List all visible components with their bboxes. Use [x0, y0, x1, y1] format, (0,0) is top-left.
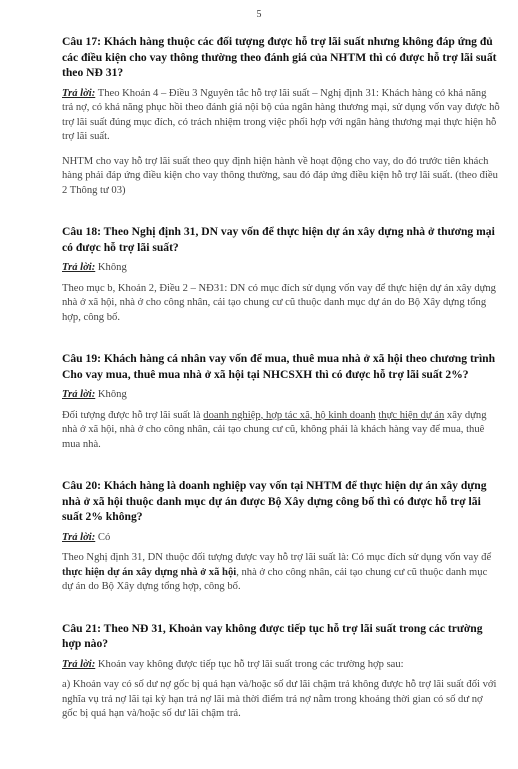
answer-17-text-1: Theo Khoản 4 – Điều 3 Nguyên tắc hỗ trợ lãi suất – Nghị định 31: Khách hàng có khả năng trả nợ, có khả năng phục hồi theo đánh giá nội bộ của ngân hàng thương mại, sử dụng vốn vay được hỗ trợ lãi suất đúng mục đích, có trách nhiệm trong việc phối hợp với ngân hàng thương mại thực hiện hỗ trợ lãi suất.	[62, 87, 500, 142]
answer-19-short-text: Không	[95, 389, 127, 400]
question-19: Câu 19: Khách hàng cá nhân vay vốn để mua, thuê mua nhà ở xã hội theo chương trình Cho vay mua, thuê mua nhà ở xã hội tại NHCSXH thì có được hỗ trợ lãi suất 2%?	[62, 352, 496, 381]
question-21: Câu 21: Theo NĐ 31, Khoản vay không được tiếp tục hỗ trợ lãi suất trong các trường hợp nào?	[62, 621, 483, 650]
answer-19-paragraph	[62, 409, 500, 453]
answer-18-short-text: Không	[95, 262, 127, 273]
answer-20-short	[62, 531, 500, 546]
answer-21-short	[62, 658, 500, 673]
answer-17-paragraph-2: NHTM cho vay hỗ trợ lãi suất theo quy định hiện hành về hoạt động cho vay, do đó trước tiên khách hàng phải đáp ứng điều kiện cho vay thông thường, sau đó đáp ứng điều kiện hỗ trợ lãi suất. (theo điều 2 Thông tư 03)	[62, 155, 498, 196]
answer-label: Trả lời:	[62, 531, 96, 543]
page-number: 5	[256, 9, 262, 20]
answer-label: Trả lời:	[62, 658, 96, 670]
question-20: Câu 20: Khách hàng là doanh nghiệp vay vốn tại NHTM để thực hiện dự án xây dựng nhà ở xã hội thuộc danh mục dự án được Bộ Xây dựng công bố thì có được hỗ trợ lãi suất 2% không?	[62, 479, 487, 523]
answer-20-paragraph	[62, 551, 500, 595]
question-18: Câu 18: Theo Nghị định 31, DN vay vốn để thực hiện dự án xây dựng nhà ở thương mại có được hỗ trợ lãi suất?	[62, 225, 495, 254]
page-content	[62, 34, 500, 722]
answer-18-paragraph: Theo mục b, Khoản 2, Điều 2 – NĐ31: DN có mục đích sử dụng vốn vay để thực hiện dự án xây dựng nhà ở xã hội, nhà ở cho công nhân, cải tạo chung cư cũ thuộc danh mục dự án do Bộ Xây dựng tổng hợp, công bố.	[62, 282, 496, 323]
answer-19-short	[62, 388, 500, 403]
answer-20-short-text: Có	[95, 531, 111, 543]
question-17: Câu 17: Khách hàng thuộc các đối tượng được hỗ trợ lãi suất nhưng không đáp ứng đủ các điều kiện cho vay thông thường theo đánh giá của NHTM thì có được hỗ trợ lãi suất theo NĐ 31?	[62, 35, 497, 79]
answer-label: Trả lời:	[62, 389, 96, 400]
answer-21-short-text: Khoản vay không được tiếp tục hỗ trợ lãi suất trong các trường hợp sau:	[95, 658, 404, 670]
answer-19-post: xây dựng nhà ở xã hội, nhà ở cho công nhân, cải tạo chung cư cũ, không phải là khách hàng vay để mua, thuê mua nhà.	[62, 409, 487, 450]
answer-19-pre: Đối tượng được hỗ trợ lãi suất là	[62, 409, 204, 421]
answer-20-pre: Theo Nghị định 31, DN thuộc đối tượng được vay hỗ trợ lãi suất là: Có mục đích sử dụng vốn vay để	[62, 552, 492, 563]
answer-17-paragraph-1	[62, 87, 500, 145]
answer-label: Trả lời:	[62, 87, 96, 99]
answer-18-short	[62, 261, 500, 276]
answer-label: Trả lời:	[62, 262, 96, 273]
answer-21-item-a: a) Khoản vay có số dư nợ gốc bị quá hạn và/hoặc số dư lãi chậm trả không được hỗ trợ lãi suất đối với nghĩa vụ trả nợ lãi tại kỳ hạn trả nợ lãi mà thời điểm trả nợ nằm trong khoảng thời gian có số dư nợ gốc bị quá hạn và/hoặc số dư lãi chậm trả.	[62, 679, 497, 719]
answer-19-underlined-2: thực hiện dự án	[378, 409, 445, 421]
answer-19-underlined-1: doanh nghiệp, hợp tác xã, hộ kinh doanh	[203, 409, 376, 421]
answer-20-bold: thực hiện dự án xây dựng nhà ở xã hội	[62, 566, 237, 578]
answer-20-post: , nhà ở cho công nhân, cải tạo chung cư cũ thuộc danh mục dự án do Bộ Xây dựng tổng hợp, công bố.	[62, 566, 488, 592]
